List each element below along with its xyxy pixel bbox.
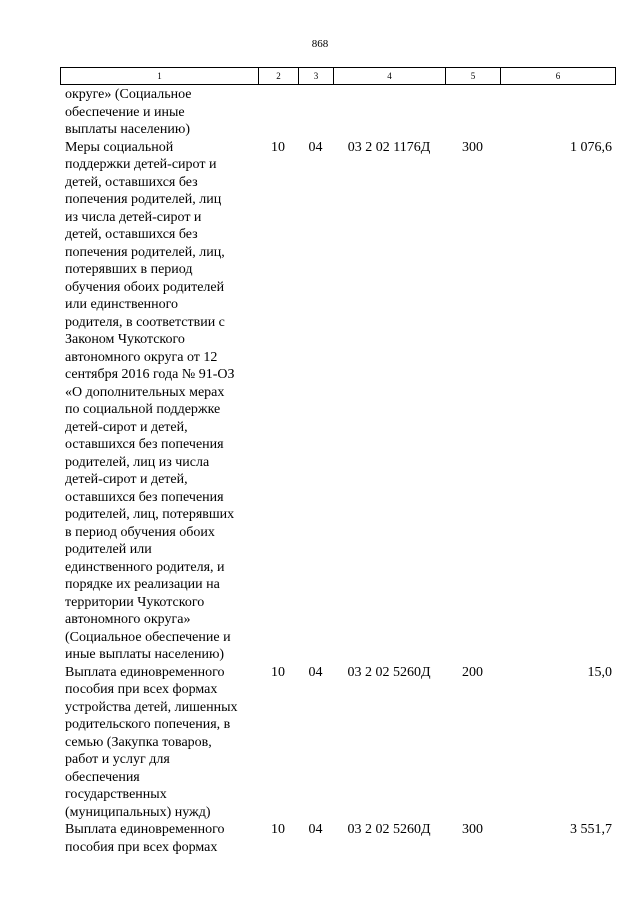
page-number: 868	[311, 38, 329, 50]
row-target-code: 03 2 02 5260Д	[347, 822, 431, 837]
header-cell-col-6: 6	[501, 68, 616, 85]
row-expense-type: 200	[462, 664, 483, 680]
row-name: округе» (Социальное обеспечение и иные выплаты населению)	[65, 87, 192, 137]
row-expense-type: 300	[462, 822, 483, 837]
row-section	[258, 86, 298, 139]
row-amount	[500, 86, 615, 139]
row-target-code: 03 2 02 1176Д	[347, 139, 431, 155]
row-subsection: 04	[308, 822, 323, 837]
row-section: 10	[271, 664, 285, 680]
row-section: 10	[271, 822, 285, 837]
table-row	[60, 139, 615, 664]
header-cell-col-1: 1	[61, 68, 259, 85]
table-row	[60, 664, 615, 822]
row-expense-type: 300	[462, 139, 483, 155]
row-amount: 1 076,6	[570, 139, 612, 155]
row-amount: 3 551,7	[570, 822, 612, 837]
header-cell-col-2: 2	[259, 68, 299, 85]
row-expense-type	[445, 86, 500, 139]
header-row	[61, 68, 616, 85]
row-name: Меры социальной поддержки детей-сирот и детей, оставшихся без попечения родителей, лиц из числа детей-сирот и детей, оставшихся без попечения родителей, лиц, потерявших в период обучения обоих родителей или единственного родителя, в соответствии с Законом Чукотского автономного округа от 12 сентября 2016 года № 91-ОЗ «О дополнительных мерах по социальной поддержке детей-сирот и детей, оставшихся без попечения родителей, лиц из числа детей-сирот и детей, оставшихся без попечения родителей, лиц, потерявших в период обучения обоих родителей или единственного родителя, и порядке их реализации на территории Чукотского автономного округа» (Социальное обеспечение и иные выплаты населению)	[65, 139, 235, 662]
row-name: Выплата единовременного пособия при всех формах	[65, 822, 225, 855]
row-target-code: 03 2 02 5260Д	[347, 664, 431, 680]
row-name: Выплата единовременного пособия при всех формах устройства детей, лишенных родительского попечения, в семью (Закупка товаров, работ и услуг для обеспечения государственных (муниципальных) нужд)	[65, 664, 238, 820]
header-cell-col-4: 4	[334, 68, 446, 85]
header-cell-col-3: 3	[299, 68, 334, 85]
header-cell-col-5: 5	[446, 68, 501, 85]
table-row	[60, 86, 615, 139]
row-subsection	[298, 86, 333, 139]
row-subsection: 04	[308, 664, 323, 680]
column-number-header	[60, 67, 616, 85]
row-section: 10	[271, 139, 285, 155]
row-amount: 15,0	[587, 664, 612, 680]
table-row	[60, 821, 615, 856]
budget-table	[60, 86, 615, 856]
row-target-code	[333, 86, 445, 139]
row-subsection: 04	[308, 139, 323, 155]
